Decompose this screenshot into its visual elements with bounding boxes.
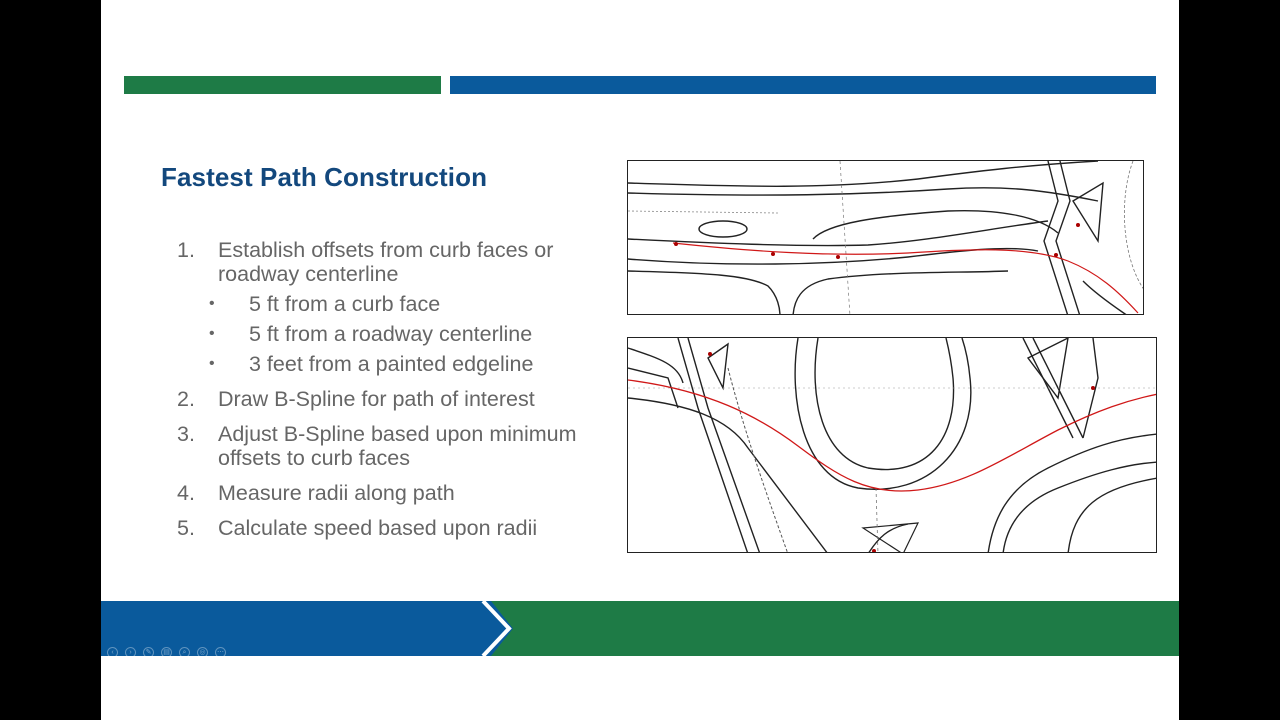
slide-title: Fastest Path Construction xyxy=(161,162,488,192)
bullet-glyph: • xyxy=(209,325,215,342)
more-icon[interactable]: ⋯ xyxy=(217,649,224,656)
step-number: 3. xyxy=(177,422,195,446)
bullet-glyph: • xyxy=(209,355,215,372)
step-text: Measure radii along path xyxy=(218,481,455,505)
step-text: Calculate speed based upon radii xyxy=(218,516,538,540)
header-blue-bar xyxy=(450,76,1156,94)
steps-list xyxy=(177,238,617,540)
sub-bullet xyxy=(177,322,617,346)
step-number: 1. xyxy=(177,238,195,262)
step-item xyxy=(177,516,617,540)
previous-icon[interactable]: ‹ xyxy=(107,647,118,658)
camera-icon[interactable]: ◎ xyxy=(197,647,208,658)
entry-path-diagram xyxy=(627,160,1144,315)
step-item xyxy=(177,238,617,286)
step-number: 2. xyxy=(177,387,195,411)
sub-bullet-text: 5 ft from a curb face xyxy=(249,292,441,316)
step-number: 5. xyxy=(177,516,195,540)
sub-bullet xyxy=(177,352,617,376)
footer-chevron xyxy=(471,601,521,656)
slides-icon[interactable]: ▤ xyxy=(161,647,172,658)
bullet-glyph: • xyxy=(209,295,215,312)
step-text: Adjust B-Spline based upon minimum offsets to curb faces xyxy=(218,422,577,470)
step-number: 4. xyxy=(177,481,195,505)
step-text: Draw B-Spline for path of interest xyxy=(218,387,535,411)
header-green-bar xyxy=(124,76,441,94)
step-item xyxy=(177,387,617,411)
zoom-icon[interactable]: ⌕ xyxy=(179,647,190,658)
sub-bullet xyxy=(177,292,617,316)
step-item xyxy=(177,481,617,505)
footer-green-band xyxy=(491,601,1179,656)
sub-bullet-text: 3 feet from a painted edgeline xyxy=(249,352,534,376)
player-controls xyxy=(107,647,226,659)
sub-bullet-text: 5 ft from a roadway centerline xyxy=(249,322,533,346)
circulating-path-diagram xyxy=(627,337,1157,553)
step-text: Establish offsets from curb faces or roadway centerline xyxy=(218,238,554,286)
pen-icon[interactable]: ✎ xyxy=(143,647,154,658)
slide xyxy=(101,0,1179,720)
play-icon[interactable]: › xyxy=(125,647,136,658)
step-item xyxy=(177,422,617,470)
